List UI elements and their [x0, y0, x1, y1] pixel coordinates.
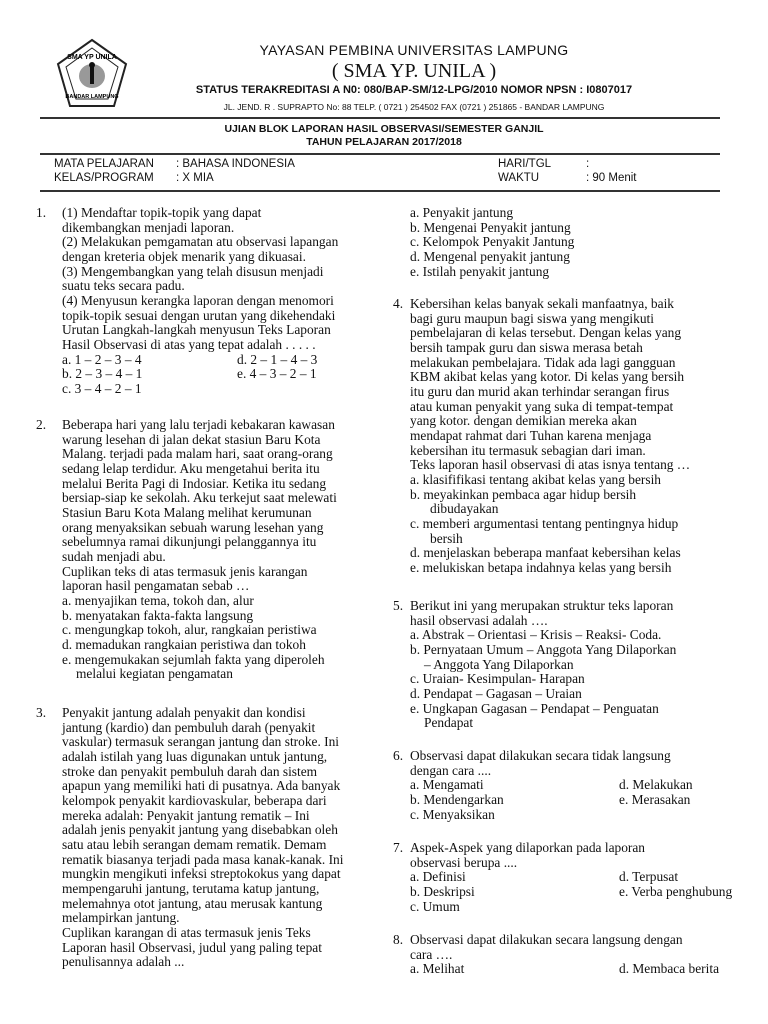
option: a. Mengamati [410, 777, 484, 793]
question-number: 3. [36, 705, 47, 720]
svg-text:BANDAR LAMPUNG: BANDAR LAMPUNG [65, 94, 119, 100]
exam-year: TAHUN PELAJARAN 2017/2018 [306, 136, 462, 148]
text-line: c. memberi argumentasi tentang pentingnya hidup [410, 515, 679, 531]
day-label: HARI/TGL [498, 158, 552, 170]
text-line: c. Umum [410, 898, 460, 914]
question-4 [393, 297, 738, 575]
text-line: e. mengemukakan sejumlah fakta yang diperoleh [62, 651, 325, 667]
text-line: Malang. terjadi pada malam hari, saat orang-orang [62, 446, 333, 462]
text-line: Teks laporan hasil observasi di atas isnya tentang … [410, 457, 691, 473]
text-line: vaskular) termasuk serangan jantung dan stroke. Ini [62, 734, 340, 750]
question-7 [393, 841, 738, 914]
text-line: mungkin mengikuti infeksi streptokokus yang dapat [62, 866, 341, 882]
text-line: Aspek-Aspek yang dilaporkan pada laporan [410, 840, 646, 855]
text-line: apapun yang memiliki hati di pusatnya. Ada banyak [62, 778, 341, 794]
text-line: e. Ungkapan Gagasan – Pendapat – Penguatan [410, 700, 659, 716]
class-value: : X MIA [176, 172, 214, 184]
text-line: a. menyajikan tema, tokoh dan, alur [62, 592, 254, 608]
text-line: kelompok penyakit kardiovaskular, beberapa dari [62, 792, 327, 808]
text-line: melemahnya otot jantung, atau merusak kantung [62, 895, 323, 911]
text-line: warung lesehan di jalan dekat stasiun Baru Kota [62, 431, 321, 447]
question-number: 5. [393, 598, 404, 613]
text-line: hasil observasi adalah …. [410, 612, 548, 628]
question-2 [36, 418, 381, 682]
question-5 [393, 599, 738, 731]
text-line: Pendapat [424, 715, 474, 731]
svg-text:SMA YP UNILA: SMA YP UNILA [67, 54, 117, 61]
option: a. 1 – 2 – 3 – 4 [62, 351, 142, 367]
text-line: b. Mengenai Penyakit jantung [410, 219, 571, 235]
question-8 [393, 933, 738, 977]
option: b. Deskripsi [410, 883, 475, 899]
text-line: dibudayakan [430, 501, 499, 517]
option: d. Melakukan [619, 777, 693, 793]
text-line: penulisannya adalah ... [62, 954, 185, 970]
text-line: dengan kreteria objek menarik yang dikuasai. [62, 248, 306, 264]
text-line: adalah istilah yang luas digunakan untuk jantung, [62, 748, 328, 764]
text-line: Kebersihan kelas banyak sekali manfaatnya, baik [410, 296, 674, 311]
time-value: : 90 Menit [586, 172, 637, 184]
text-line: c. Kelompok Penyakit Jantung [410, 234, 575, 250]
option: d. Membaca berita [619, 961, 720, 977]
text-line: Laporan hasil Observasi, judul yang paling tepat [62, 939, 322, 955]
text-line: melampirkan jantung. [62, 910, 180, 926]
text-line: Observasi dapat dilakukan secara tidak langsung [410, 748, 671, 763]
text-line: (4) Menyusun kerangka laporan dengan menomori [62, 292, 334, 308]
text-line: c. Uraian- Kesimpulan- Harapan [410, 671, 585, 687]
text-line: a. Penyakit jantung [410, 205, 514, 220]
option-row [36, 367, 381, 382]
text-line: Penyakit jantung adalah penyakit dan kondisi [62, 705, 306, 720]
class-label: KELAS/PROGRAM [54, 172, 154, 184]
text-line: satu atau lebih serangan demam rematik. Demam [62, 836, 327, 852]
text-line: atau kuman penyakit yang suka di tempat-tempat [410, 398, 674, 414]
text-line: dikembangkan menjadi laporan. [62, 219, 235, 235]
question-number: 6. [393, 748, 404, 763]
option: d. Terpusat [619, 869, 679, 885]
text-line: mereka adalah: Penyakit jantung rematik – Ini [62, 807, 310, 823]
question-number: 1. [36, 205, 47, 220]
option: e. Verba penghubung [619, 883, 733, 899]
text-line: adalah jenis penyakit jantung yang disebabkan oleh [62, 822, 338, 838]
text-line: Cuplikan teks di atas termasuk jenis karangan [62, 563, 308, 579]
text-line: bersiap-siap ke sekolah. Aku terkejut saat melewati [62, 490, 337, 506]
option: e. Merasakan [619, 791, 691, 807]
subject-label: MATA PELAJARAN [54, 158, 154, 170]
text-line: Berikut ini yang merupakan struktur teks laporan [410, 598, 674, 613]
question-number: 8. [393, 932, 404, 947]
text-line: rematik biasanya terjadi pada masa kanak-kanak. Ini [62, 851, 344, 867]
option: a. Definisi [410, 869, 466, 885]
option-row [36, 353, 381, 368]
text-line: Observasi dapat dilakukan secara langsung dengan [410, 932, 683, 947]
question-3 [36, 706, 381, 970]
text-line: mendapat rahmat dari Tuhan karena menjaga [410, 427, 652, 443]
text-line: Urutan Langkah-langkah menyusun Teks Laporan [62, 322, 331, 338]
question-number: 7. [393, 840, 404, 855]
text-line: e. melukiskan betapa indahnya kelas yang bersih [410, 559, 672, 575]
text-line: laporan hasil pengamatan sebab … [62, 578, 250, 594]
text-line: a. Abstrak – Orientasi – Krisis – Reaksi- Coda. [410, 627, 662, 643]
text-line: sedang lelap terdidur. Aku mengetahui berita itu [62, 460, 320, 476]
text-line: suatu teks secara padu. [62, 278, 185, 294]
text-line: b. meyakinkan pembaca agar hidup bersih [410, 486, 637, 502]
question-1 [36, 206, 381, 397]
text-line: observasi berupa .... [410, 854, 518, 870]
school-address: JL. JEND. R . SUPRAPTO No: 88 TELP. ( 0721 ) 254502 FAX (0721 ) 251865 - BANDAR LAMPUNG [223, 102, 605, 112]
text-line: melalui Berita Pagi di Indosiar. Ketika itu sedang [62, 475, 327, 491]
text-line: stroke dan penyakit pembuluh darah dan sistem [62, 763, 318, 779]
time-label: WAKTU [498, 172, 540, 184]
text-line: e. Istilah penyakit jantung [410, 263, 550, 279]
text-line: kebersihan itu termasuk sebagian dari iman. [410, 442, 646, 458]
text-line: melakukan pembelajara. Tidak ada lagi gangguan [410, 354, 676, 370]
option-row [393, 870, 738, 885]
option: d. 2 – 1 – 4 – 3 [237, 351, 318, 367]
text-line: b. Pernyataan Umum – Anggota Yang Dilaporkan [410, 641, 677, 657]
text-line: bagi guru maupun bagi siswa yang mengikuti [410, 310, 654, 326]
text-line: cara …. [410, 946, 453, 962]
school-name: ( SMA YP. UNILA ) [331, 60, 497, 82]
text-line: itu guru dan murid akan terhindar serangan firus [410, 383, 670, 399]
text-line: pembelajaran di kelas tersebut. Dengan kelas yang [410, 325, 682, 341]
text-line: bersih tampak guru dan siswa merasa betah [410, 339, 643, 355]
divider [40, 153, 720, 155]
text-line: d. Mengenal penyakit jantung [410, 248, 570, 264]
text-line: – Anggota Yang Dilaporkan [424, 656, 574, 672]
text-line: d. Pendapat – Gagasan – Uraian [410, 685, 582, 701]
text-line: c. mengungkap tokoh, alur, rangkaian peristiwa [62, 622, 317, 638]
question-number: 2. [36, 417, 47, 432]
text-line: sudah menjadi abu. [62, 548, 166, 564]
text-line: (2) Melakukan pemgamatan atu observasi lapangan [62, 234, 339, 250]
text-line: sebelumnya ramai dikunjungi pelanggannya itu [62, 534, 317, 550]
option-row [393, 962, 738, 977]
text-line: (1) Mendaftar topik-topik yang dapat [62, 205, 262, 220]
text-line: dengan cara .... [410, 762, 492, 778]
option-row [393, 778, 738, 793]
text-line: yang kotor. dengan demikian mereka akan [410, 413, 637, 429]
option: b. 2 – 3 – 4 – 1 [62, 366, 143, 382]
subject-value: : BAHASA INDONESIA [176, 158, 295, 170]
text-line: Hasil Observasi di atas yang tepat adalah . . . . . [62, 336, 316, 352]
exam-title: UJIAN BLOK LAPORAN HASIL OBSERVASI/SEMESTER GANJIL [224, 123, 544, 135]
text-line: c. 3 – 4 – 2 – 1 [62, 380, 142, 396]
text-line: d. memadukan rangkaian peristiwa dan tokoh [62, 636, 306, 652]
foundation-name: YAYASAN PEMBINA UNIVERSITAS LAMPUNG [259, 42, 569, 58]
option-row [393, 885, 738, 900]
divider [40, 117, 720, 119]
text-line: topik-topik sesuai dengan urutan yang dikehendaki [62, 307, 336, 323]
accreditation-status: STATUS TERAKREDITASI A N0: 080/BAP-SM/12-LPG/2010 NOMOR NPSN : I0807017 [195, 84, 633, 96]
text-line: a. klasififikasi tentang akibat kelas yang bersih [410, 471, 661, 487]
option-row [393, 793, 738, 808]
text-line: melalui kegiatan pengamatan [76, 666, 233, 682]
text-line: Cuplikan karangan di atas termasuk jenis Teks [62, 924, 311, 940]
question-number: 4. [393, 296, 404, 311]
text-line: KBM akibat kelas yang kotor. Di kelas yang bersih [410, 369, 685, 385]
text-line: b. menyatakan fakta-fakta langsung [62, 607, 254, 623]
text-line: (3) Mengembangkan yang telah disusun menjadi [62, 263, 324, 279]
text-line: mempengaruhi jantung, terutama katup jantung, [62, 880, 320, 896]
text-line: Beberapa hari yang lalu terjadi kebakaran kawasan [62, 417, 335, 432]
text-line: orang menyaksikan sebuah warung lesehan yang [62, 519, 324, 535]
text-line: c. Menyaksikan [410, 806, 495, 822]
text-line: Stasiun Baru Kota Malang melihat kerumunan [62, 504, 312, 520]
option: e. 4 – 3 – 2 – 1 [237, 366, 317, 382]
option: a. Melihat [410, 961, 465, 977]
text-line: bersih [430, 530, 463, 546]
question-3-options [393, 206, 738, 279]
question-6 [393, 749, 738, 822]
day-value: : [586, 158, 590, 170]
text-line: d. menjelaskan beberapa manfaat kebersihan kelas [410, 545, 681, 561]
option: b. Mendengarkan [410, 791, 504, 807]
divider [40, 190, 720, 192]
text-line: jantung (kardio) dan pembuluh darah (penyakit [62, 719, 316, 735]
